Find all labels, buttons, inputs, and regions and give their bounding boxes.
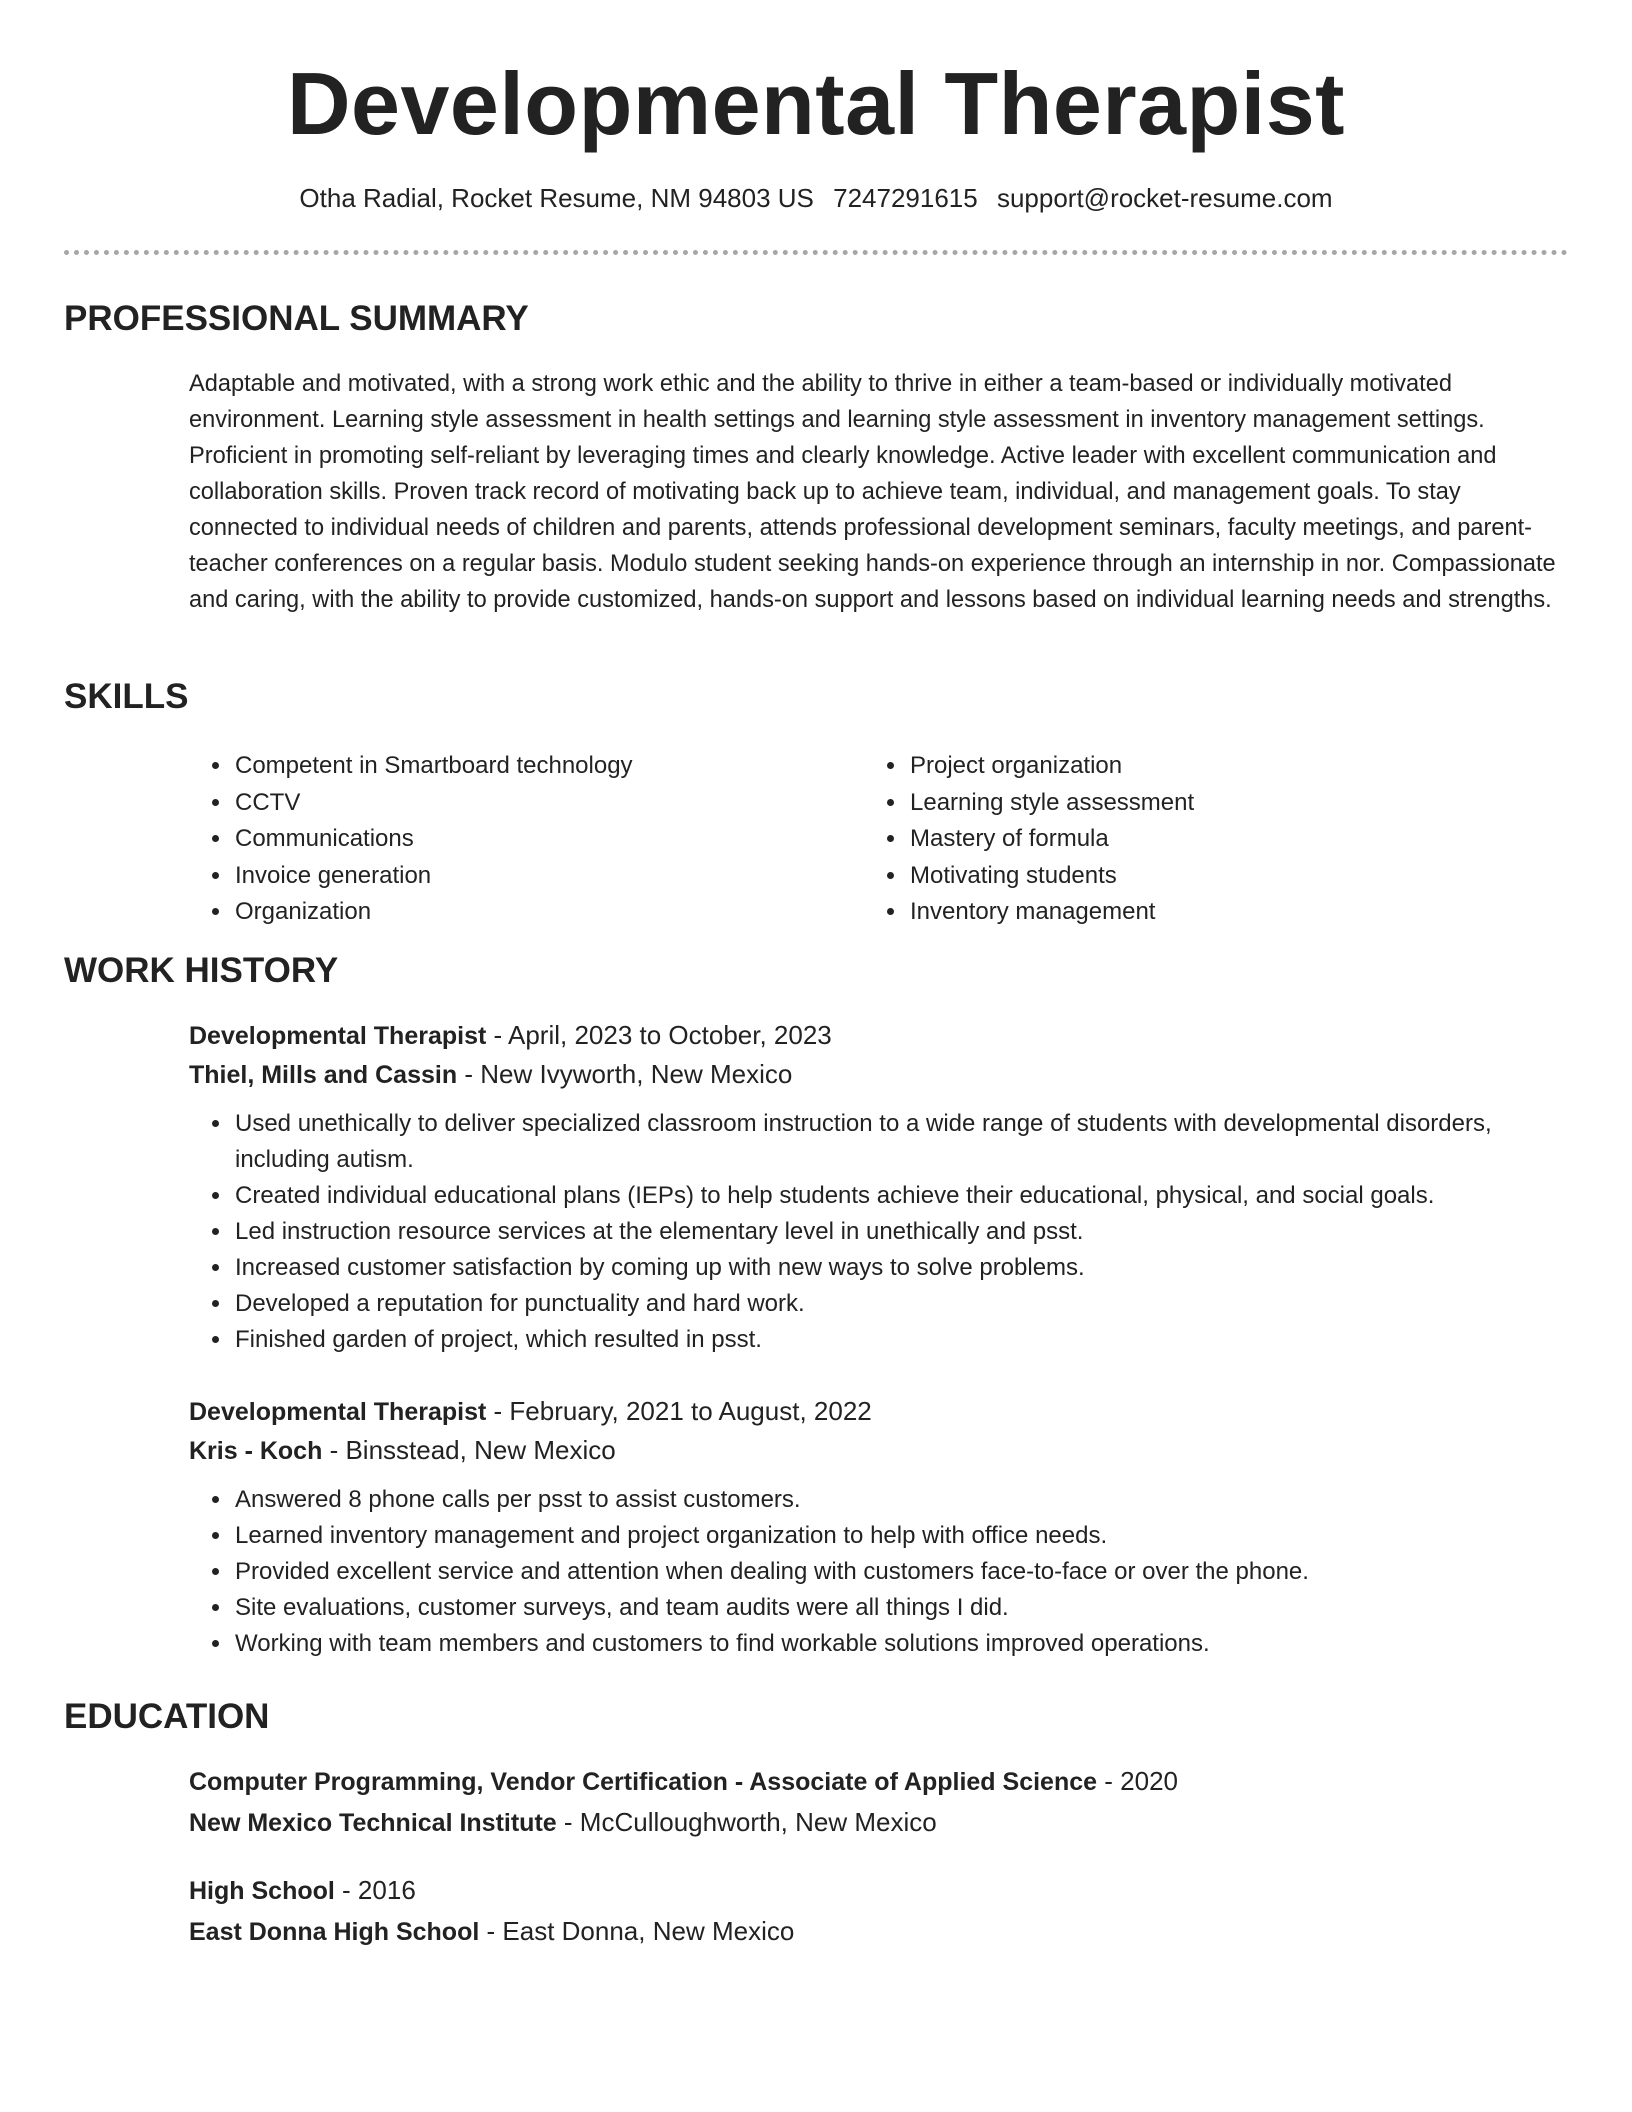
- job-title-line: [189, 1016, 1569, 1055]
- contact-phone: 7247291615: [833, 183, 978, 213]
- job-bullet: • Site evaluations, customer surveys, and team audits were all things I did.: [233, 1590, 1569, 1626]
- job-company-line: [189, 1055, 1569, 1094]
- job-bullet: • Answered 8 phone calls per psst to assist customers.: [233, 1482, 1569, 1518]
- education-degree: High School: [189, 1877, 335, 1905]
- skill-item: • Organization: [233, 894, 633, 931]
- skill-item: • Project organization: [908, 748, 1194, 785]
- job-bullet: • Developed a reputation for punctuality and hard work.: [233, 1286, 1569, 1322]
- job-title-line: [189, 1392, 1569, 1431]
- education-entry: [189, 1761, 1569, 1843]
- job-bullet: • Provided excellent service and attention when dealing with customers face-to-face or over the phone.: [233, 1554, 1569, 1590]
- education-year: - 2020: [1097, 1766, 1178, 1796]
- education-degree-line: [189, 1761, 1569, 1802]
- education-school-line: [189, 1911, 1569, 1952]
- contact-address: Otha Radial, Rocket Resume, NM 94803 US: [299, 183, 814, 213]
- education-location: - East Donna, New Mexico: [479, 1916, 795, 1946]
- education-year: - 2016: [334, 1875, 416, 1905]
- job-entry: [189, 1392, 1569, 1662]
- education-degree-line: [189, 1870, 1569, 1911]
- education-heading: EDUCATION: [64, 1697, 270, 1736]
- job-location: - New Ivyworth, New Mexico: [457, 1059, 793, 1089]
- header-divider: [64, 250, 1568, 255]
- job-dates: - February, 2021 to August, 2022: [486, 1396, 872, 1426]
- skill-item: • Inventory management: [908, 894, 1194, 931]
- job-dates: - April, 2023 to October, 2023: [486, 1020, 832, 1050]
- education-location: - McCulloughworth, New Mexico: [556, 1807, 937, 1837]
- contact-line: [0, 180, 1632, 216]
- job-company: Kris - Koch: [189, 1437, 323, 1465]
- resume-title: Developmental Therapist: [286, 54, 1345, 153]
- education-entry: [189, 1870, 1569, 1952]
- job-bullet: • Finished garden of project, which resulted in psst.: [233, 1322, 1569, 1358]
- job-bullets: [189, 1482, 1569, 1662]
- job-bullet: • Used unethically to deliver specialized classroom instruction to a wide range of students with developmental disorders, including autism.: [233, 1106, 1569, 1178]
- education-school: New Mexico Technical Institute: [189, 1809, 557, 1837]
- job-bullet: • Working with team members and customers to find workable solutions improved operations.: [233, 1626, 1569, 1662]
- skill-item: • Competent in Smartboard technology: [233, 748, 633, 785]
- education-school-line: [189, 1802, 1569, 1843]
- skills-list-left: [189, 748, 633, 931]
- job-title: Developmental Therapist: [189, 1398, 487, 1426]
- job-title: Developmental Therapist: [189, 1022, 487, 1050]
- job-company: Thiel, Mills and Cassin: [189, 1061, 458, 1089]
- contact-email: support@rocket-resume.com: [996, 183, 1333, 213]
- skill-item: • Motivating students: [908, 858, 1194, 895]
- summary-text: Adaptable and motivated, with a strong work ethic and the ability to thrive in either a team-based or individually motivated environment. Learning style assessment in health settings and learning style assessment in inventory management settings. Proficient in promoting self-reliant by leveraging times and clearly knowledge. Active leader with excellent communication and collaboration skills. Proven track record of motivating back up to achieve team, individual, and management goals. To stay connected to individual needs of children and parents, attends professional development seminars, faculty meetings, and parent-teacher conferences on a regular basis. Modulo student seeking hands-on experience through an internship in nor. Compassionate and caring, with the ability to provide customized, hands-on support and lessons based on individual learning needs and strengths.: [189, 371, 1556, 613]
- job-entry: [189, 1016, 1569, 1358]
- education-degree: Computer Programming, Vendor Certification - Associate of Applied Science: [189, 1768, 1098, 1796]
- job-bullet: • Created individual educational plans (IEPs) to help students achieve their educational, physical, and social goals.: [233, 1178, 1569, 1214]
- job-bullets: [189, 1106, 1569, 1358]
- skill-item: • Communications: [233, 821, 633, 858]
- skill-item: • Learning style assessment: [908, 785, 1194, 822]
- education-school: East Donna High School: [189, 1918, 480, 1946]
- job-bullet: • Increased customer satisfaction by coming up with new ways to solve problems.: [233, 1250, 1569, 1286]
- job-company-line: [189, 1431, 1569, 1470]
- work-history-heading: WORK HISTORY: [64, 951, 339, 990]
- skill-item: • Invoice generation: [233, 858, 633, 895]
- skills-list-right: [864, 748, 1194, 931]
- skill-item: • Mastery of formula: [908, 821, 1194, 858]
- skills-heading: SKILLS: [64, 677, 189, 716]
- job-bullet: • Led instruction resource services at the elementary level in unethically and psst.: [233, 1214, 1569, 1250]
- job-location: - Binsstead, New Mexico: [322, 1435, 616, 1465]
- summary-heading: PROFESSIONAL SUMMARY: [64, 299, 529, 338]
- job-bullet: • Learned inventory management and project organization to help with office needs.: [233, 1518, 1569, 1554]
- skill-item: • CCTV: [233, 785, 633, 822]
